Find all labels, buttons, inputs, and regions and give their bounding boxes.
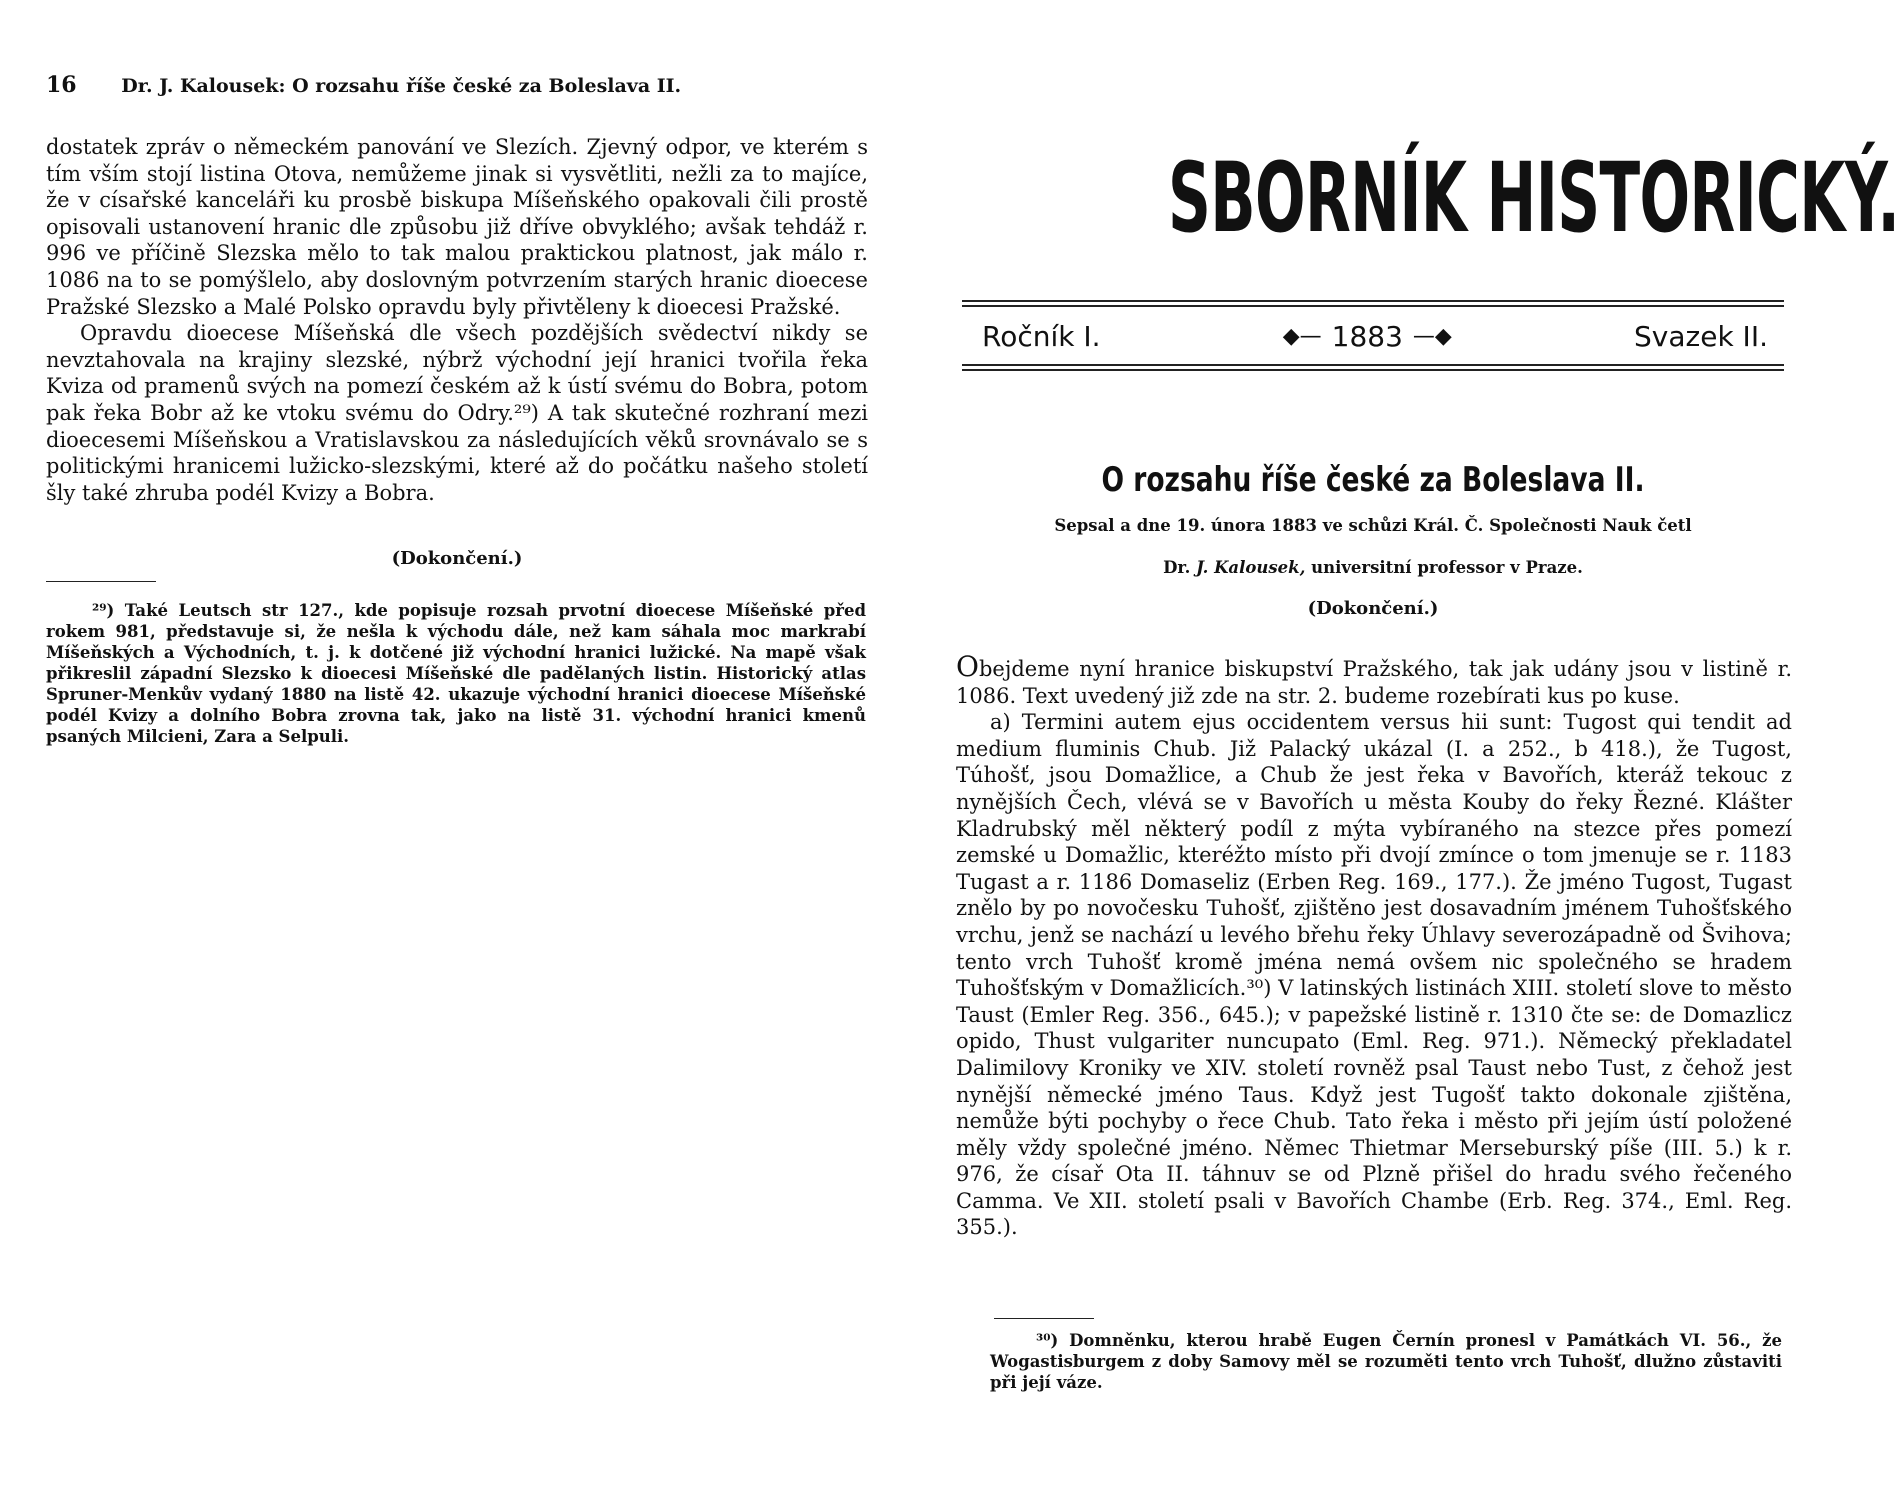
footnote (990, 1330, 1782, 1393)
article-subtitle: Sepsal a dne 19. února 1883 ve schůzi Král. Č. Společnosti Nauk četl (1054, 516, 1692, 535)
ornament-right-icon: —◆ (1412, 323, 1452, 349)
volume-rocnik: Ročník I. (982, 319, 1101, 353)
running-head (46, 72, 886, 98)
right-page (906, 0, 1899, 1500)
footnote-text: ²⁹) Také Leutsch str 127., kde popisuje rozsah prvotní dioecese Míšeňské před rokem 981, představuje si, že nešla k východu dále, než kam sáhala moc markrabí Míšeňských a Východních, t. j. k dotčené již východní hranici lužické. Na mapě však přikreslil západní Slezsko k dioecesi Míšeňské dle padělaných listin. Historický atlas Spruner-Menkův vydaný 1880 na listě 42. ukazuje východní hranici dioecese Míšeňské podél Kvizy a dolního Bobra zrovna tak, jako na listě 31. východní hranici kmenů psaných Milcieni, Zara a Selpuli. (46, 601, 866, 746)
footnote-text: ³⁰) Domněnku, kterou hrabě Eugen Černín pronesl v Památkách VI. 56., že Wogastisburgem z doby Samovy měl se rozuměti tento vrch Tuhošť, dlužno zůstaviti při její váze. (990, 1331, 1782, 1392)
running-head-title: Dr. J. Kalousek: O rozsahu říše české za Boleslava II. (121, 75, 682, 97)
volume-year: 1883 (1331, 319, 1403, 353)
footnote-divider (994, 1318, 1094, 1319)
volume-year-group (1283, 320, 1452, 353)
author-prefix: Dr. (1163, 558, 1197, 577)
masthead-rule (962, 305, 1784, 307)
article-title: O rozsahu říše české za Boleslava II. (1101, 460, 1645, 500)
author-suffix: universitní professor v Praze. (1305, 558, 1583, 577)
left-body-text (46, 134, 868, 506)
paragraph: a) Termini autem ejus occidentem versus hii sunt: Tugost qui tendit ad medium fluminis Chub. Již Palacký ukázal (I. a 252., b 418.), že Tugost, Túhošť, jsou Domažlice, a Chub že jest řeka v Bavořích, kteráž tekouc z nynějších Čech, vlévá se v Bavořích u města Kouby do řeky Řezné. Klášter Kladrubský měl některý podíl z mýta vybíraného na stezce přes pomezí zemské u Domažlic, kteréžto místo při dvojí zmínce o tom jmenuje se r. 1183 Tugast a r. 1186 Domaseliz (Erben Reg. 169., 177.). Že jméno Tugost, Tugast znělo by po novočesku Tuhošť, zjištěno jest dosavadním jménem Tuhošťského vrchu, jenž se nachází u levého břehu řeky Úhlavy severozápadně od Švihova; tento vrch Tuhošť kromě jména nemá ovšem nic společného se hradem Tuhošťským v Domažlicích.³⁰) V latinských listinách XIII. století slove to město Taust (Emler Reg. 356., 645.); v papežské listině r. 1310 čte se: de Domazlicz opido, Thust vulgariter nuncupato (Eml. Reg. 971.). Německý překladatel Dalimilovy Kroniky ve XIV. století rovněž psal Taust nebo Tust, z čehož jest nynější německé jméno Taus. Když jest Tugošť takto dokonale zjištěna, nemůže býti pochyby o řece Chub. Tato řeka i město při jejím ústí položené měly vždy společné jméno. Němec Thietmar Merseburský píše (III. 5.) k r. 976, že císař Ota II. táhnuv se od Plzně přišel do hradu svého řečeného Camma. Ve XII. století psali v Bavořích Chambe (Erb. Reg. 374., Eml. Reg. 355.). (956, 710, 1792, 1240)
paragraph: Opravdu dioecese Míšeňská dle všech pozdějších svědectví nikdy se nevztahovala na krajiny slezské, nýbrž východní její hranici tvořila řeka Kviza od pramenů svých na pomezí českém až k ústí svému do Bobra, potom pak řeka Bobr až ke vtoku svému do Odry.²⁹) A tak skutečné rozhraní mezi dioecesemi Míšeňskou a Vratislavskou za následujících věků srovnávalo se s politickými hranicemi lužicko-slezskými, které až do počátku našeho století šly také zhruba podél Kvizy a Bobra. (46, 321, 868, 505)
volume-info (982, 316, 1768, 356)
volume-svazek: Svazek II. (1634, 319, 1768, 353)
continuation-note: (Dokončení.) (391, 548, 523, 569)
footnote-divider (46, 581, 156, 582)
paragraph: Obejdeme nyní hranice biskupství Pražského, tak jak udány jsou v listině r. 1086. Text uvedený již zde na str. 2. budeme rozebírati kus po kuse. (956, 650, 1792, 708)
right-body-text (956, 650, 1792, 1241)
continuation-note: (Dokončení.) (1307, 598, 1439, 619)
article-author (962, 558, 1784, 577)
author-name: J. Kalousek, (1196, 558, 1306, 577)
footnote (46, 600, 866, 747)
masthead-rule (962, 300, 1784, 302)
paragraph: dostatek zpráv o německém panování ve Slezích. Zjevný odpor, ve kterém s tím vším stojí listina Otova, nemůžeme jinak si vysvětliti, nežli za to majíce, že v císařské kanceláři ku prosbě biskupa Míšeňského opakovali čili prostě opisovali ustanovení hranic dle způsobu již dříve obvyklého; avšak tehdáž r. 996 ve příčině Slezska mělo to tak malou praktickou platnost, jak málo r. 1086 na to se pomýšlelo, aby doslovným potvrzením starých hranic dioecese Pražské Slezsko a Malé Polsko opravdu byly přivtěleny k dioecesi Pražské. (46, 135, 868, 319)
masthead-rule (962, 364, 1784, 366)
left-page (0, 0, 906, 1500)
journal-masthead: SBORNÍK HISTORICKÝ. (1168, 142, 1899, 254)
masthead-rule (962, 369, 1784, 371)
ornament-left-icon: ◆— (1282, 323, 1322, 349)
page-number: 16 (46, 72, 77, 98)
